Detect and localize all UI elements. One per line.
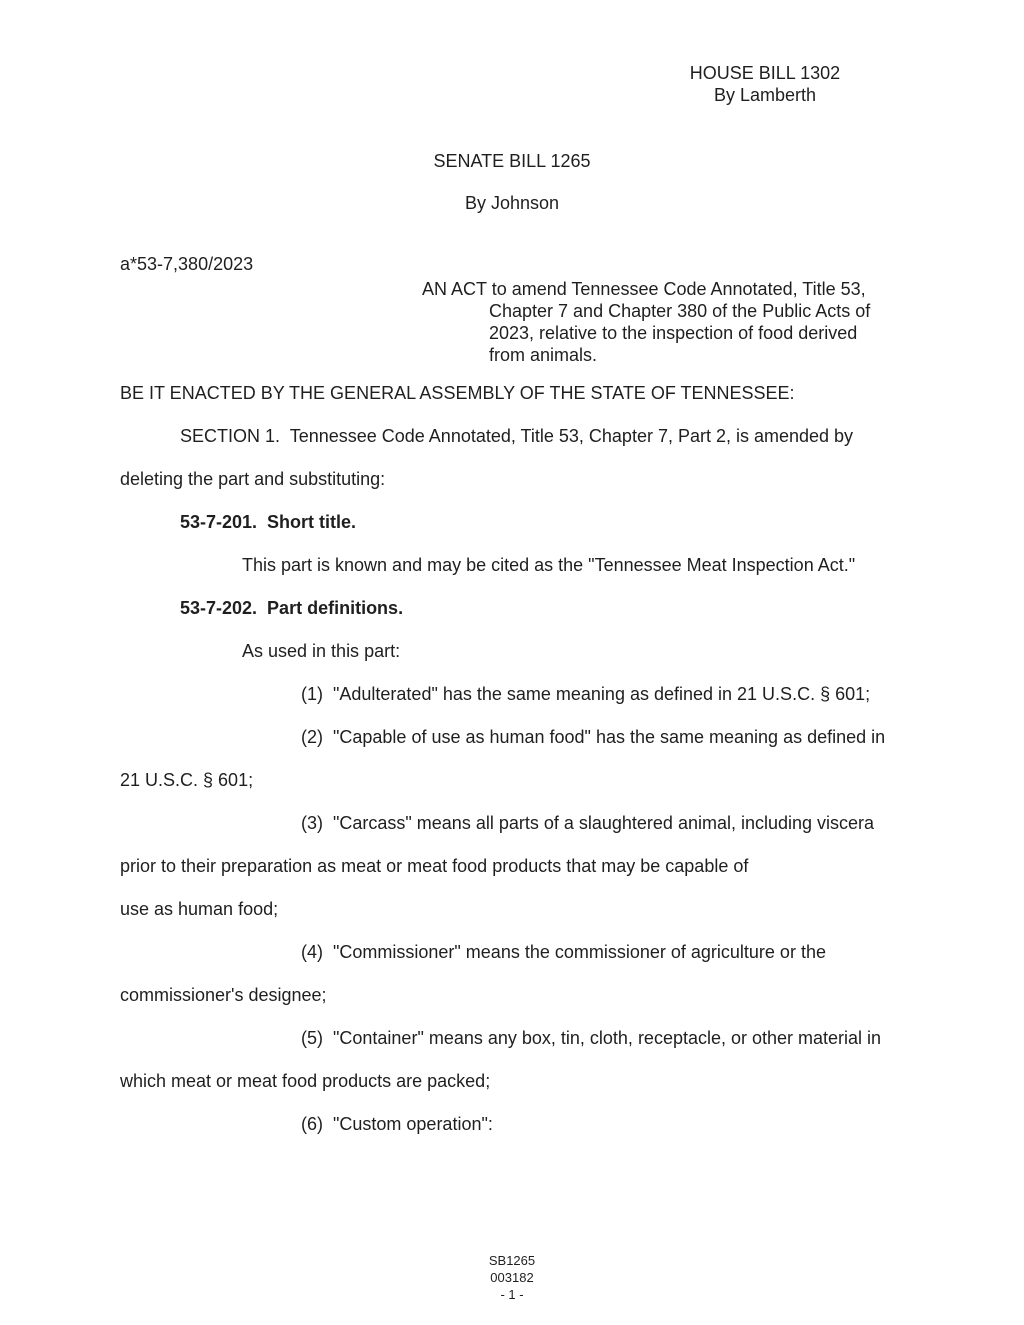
definition-4-line: (4) "Commissioner" means the commissioner of agriculture or the <box>301 942 826 962</box>
footer-bill-number: SB1265 <box>488 1253 536 1268</box>
senate-bill-number: SENATE BILL 1265 <box>433 151 591 171</box>
enacting-clause: BE IT ENACTED BY THE GENERAL ASSEMBLY OF THE STATE OF TENNESSEE: <box>120 383 795 403</box>
section-heading-53-7-202: 53-7-202. Part definitions. <box>180 598 404 618</box>
an-act-caption-line: from animals. <box>489 345 598 365</box>
an-act-caption <box>422 278 870 366</box>
section-1-line: SECTION 1. Tennessee Code Annotated, Title 53, Chapter 7, Part 2, is amended by <box>180 426 854 446</box>
house-bill-sponsor: By Lamberth <box>713 85 817 105</box>
short-title-text: This part is known and may be cited as the "Tennessee Meat Inspection Act." <box>242 555 856 575</box>
senate-bill-sponsor: By Johnson <box>464 193 560 213</box>
page-footer <box>0 1252 1024 1303</box>
definition-5-line: (5) "Container" means any box, tin, cloth, receptacle, or other material in <box>301 1028 882 1048</box>
definition-1-line: (1) "Adulterated" has the same meaning as defined in 21 U.S.C. § 601; <box>301 684 871 704</box>
definition-4-line: commissioner's designee; <box>120 985 327 1005</box>
definitions-intro: As used in this part: <box>242 641 401 661</box>
an-act-caption-line: AN ACT to amend Tennessee Code Annotated, Title 53, <box>422 279 866 299</box>
section-1-line: deleting the part and substituting: <box>120 469 386 489</box>
definition-2-line: (2) "Capable of use as human food" has the same meaning as defined in <box>301 727 886 747</box>
definition-3-line: prior to their preparation as meat or meat food products that may be capable of <box>120 856 749 876</box>
definition-3-line: (3) "Carcass" means all parts of a slaughtered animal, including viscera <box>301 813 875 833</box>
draft-code: a*53-7,380/2023 <box>120 254 254 274</box>
section-heading-53-7-201: 53-7-201. Short title. <box>180 512 357 532</box>
footer-page-number: - 1 - <box>500 1287 524 1302</box>
footer-document-number: 003182 <box>490 1270 534 1285</box>
definition-6-line: (6) "Custom operation": <box>301 1114 493 1134</box>
definition-5-line: which meat or meat food products are packed; <box>120 1071 491 1091</box>
bill-body <box>120 372 910 1146</box>
definition-2-line: 21 U.S.C. § 601; <box>120 770 254 790</box>
definition-3-line: use as human food; <box>120 899 279 919</box>
an-act-caption-line: 2023, relative to the inspection of food derived <box>489 323 858 343</box>
house-bill-header <box>615 62 915 106</box>
an-act-caption-line: Chapter 7 and Chapter 380 of the Public Acts of <box>489 301 871 321</box>
house-bill-number: HOUSE BILL 1302 <box>689 63 841 83</box>
